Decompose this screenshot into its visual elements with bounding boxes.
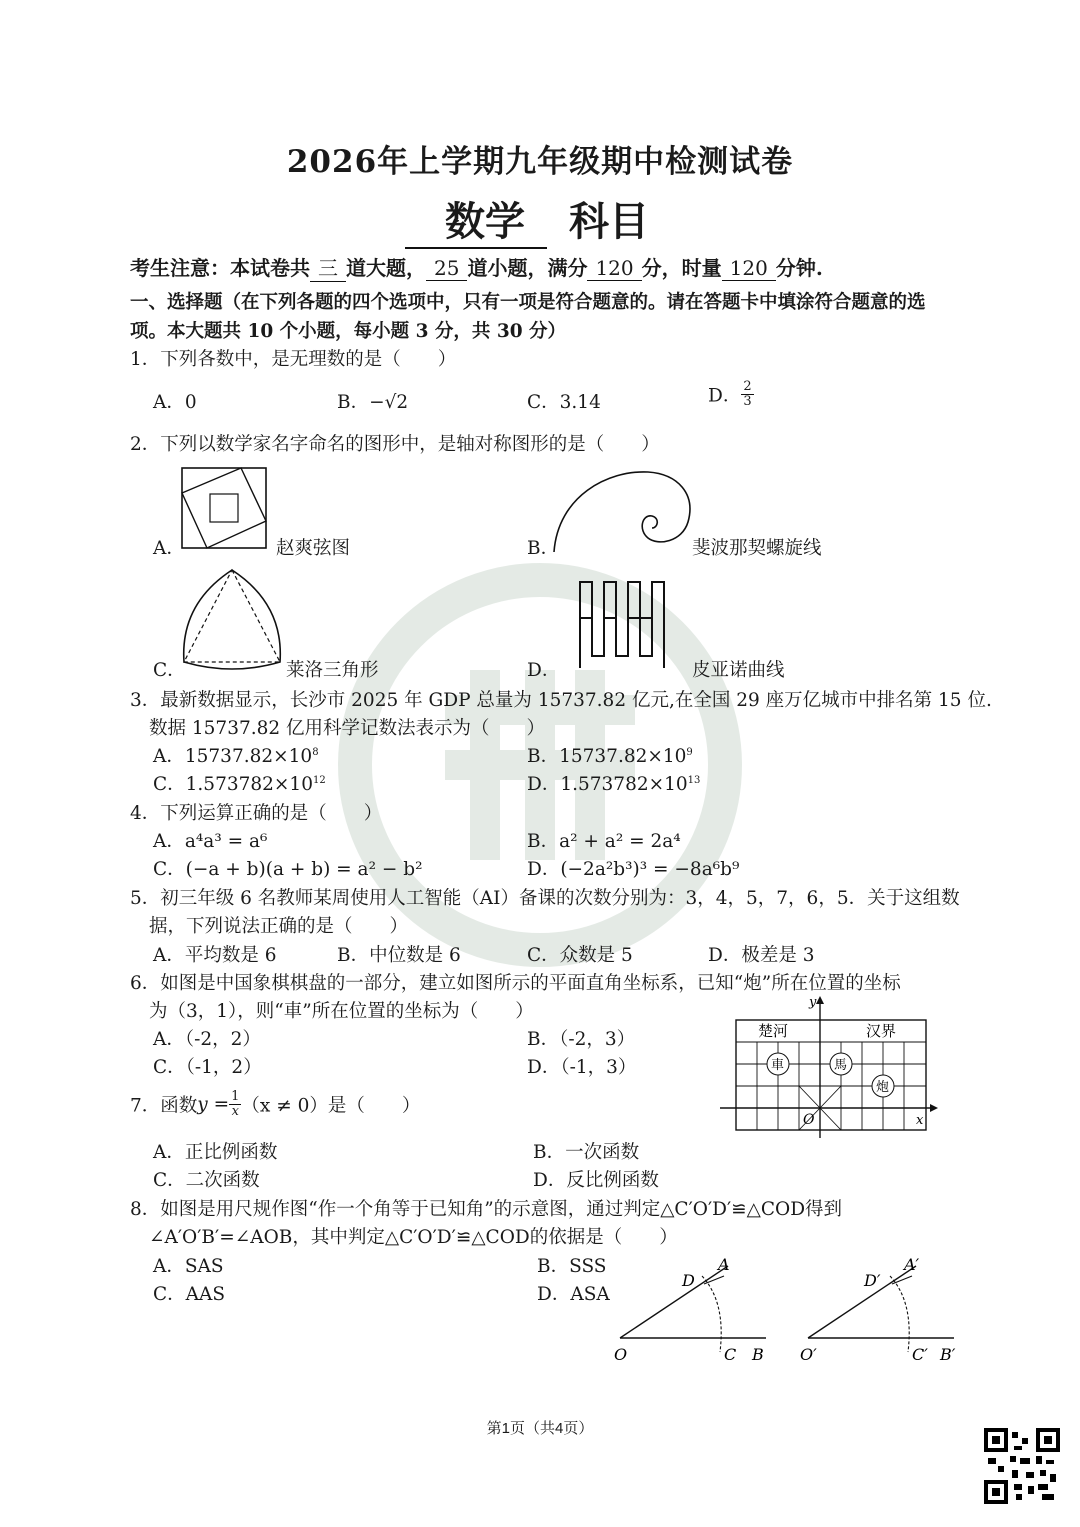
peano-curve-figure bbox=[576, 578, 672, 672]
q4-option-c: C．(−a + b)(a + b) = a² − b² bbox=[153, 859, 423, 880]
fig2-label-a: A′ bbox=[904, 1255, 920, 1274]
q5-option-c: C．众数是 5 bbox=[527, 945, 633, 966]
notice-mid1: 道大题， bbox=[346, 256, 426, 280]
subject-name: 数学 bbox=[405, 190, 547, 249]
fig2-label-b: B′ bbox=[940, 1345, 956, 1364]
q4-stem: 4．下列运算正确的是（ ） bbox=[130, 803, 383, 824]
q3-option-d: D．$1.573782\times 10^{13}$ bbox=[527, 774, 701, 795]
q1-option-c: C．3.14 bbox=[527, 392, 601, 413]
q4-option-a: A．a⁴a³ = a⁶ bbox=[153, 831, 268, 852]
q6-option-b: B．（-2，3） bbox=[527, 1029, 636, 1050]
subject-suffix: 科目 bbox=[569, 198, 649, 245]
q7-option-d: D．反比例函数 bbox=[533, 1170, 659, 1191]
q5-option-a: A．平均数是 6 bbox=[153, 945, 277, 966]
fig1-label-c: C bbox=[724, 1345, 737, 1364]
q5-option-b: B．中位数是 6 bbox=[337, 945, 461, 966]
qr-code-icon bbox=[984, 1428, 1060, 1504]
q6-option-d: D．（-1，3） bbox=[527, 1057, 637, 1078]
angle-figure-construction bbox=[794, 1252, 966, 1368]
fig2-label-o: O′ bbox=[800, 1345, 817, 1364]
fig1-label-o: O bbox=[614, 1345, 628, 1364]
notice-time: 120 bbox=[722, 256, 776, 281]
exam-notice bbox=[130, 252, 823, 282]
fig1-label-a: A bbox=[718, 1255, 730, 1274]
notice-score: 120 bbox=[587, 256, 641, 281]
q2-option-b-label: B． bbox=[527, 538, 560, 559]
q8-option-a: A．SAS bbox=[153, 1256, 224, 1277]
q6-stem-line2: 为（3，1），则“車”所在位置的坐标为（ ） bbox=[149, 1001, 534, 1022]
q2-option-c-label: C． bbox=[153, 660, 186, 681]
notice-mid2: 道小题，满分 bbox=[467, 256, 588, 280]
page-title: 2026年上学期九年级期中检测试卷 bbox=[286, 144, 794, 180]
subject-line bbox=[405, 190, 649, 249]
q2-option-d-label: D． bbox=[527, 660, 561, 681]
notice-mid3: 分，时量 bbox=[641, 256, 722, 280]
q2-option-c-name: 莱洛三角形 bbox=[286, 660, 379, 681]
q8-option-d: D．ASA bbox=[537, 1284, 610, 1305]
q3-stem-line1: 3．最新数据显示，长沙市 2025 年 GDP 总量为 15737.82 亿元,在全国 29 座万亿城市中排名第 15 位. bbox=[130, 690, 992, 711]
section1-line1: 一、选择题（在下列各题的四个选项中，只有一项是符合题意的。请在答题卡中填涂符合题意的选 bbox=[130, 292, 926, 313]
q3-option-c: C．$1.573782\times 10^{12}$ bbox=[153, 774, 326, 795]
q1-option-b: B．−√2 bbox=[337, 392, 409, 413]
q2-option-b-name: 斐波那契螺旋线 bbox=[692, 538, 822, 559]
q6-option-a: A．（-2，2） bbox=[153, 1029, 261, 1050]
board-label-chuhe: 楚河 bbox=[758, 1022, 789, 1040]
q8-stem-line1: 8．如图是用尺规作图“作一个角等于已知角”的示意图，通过判定△C′O′D′≌△COD得到 bbox=[130, 1199, 843, 1220]
angle-figure-original bbox=[606, 1252, 772, 1368]
piece-pao: 炮 bbox=[876, 1080, 890, 1095]
q6-option-c: C．（-1，2） bbox=[153, 1057, 262, 1078]
board-label-hanjie: 汉界 bbox=[866, 1022, 897, 1040]
q4-option-d: D．(−2a²b³)³ = −8a⁶b⁹ bbox=[527, 859, 740, 880]
q1-stem: 1．下列各数中，是无理数的是（ ） bbox=[130, 349, 457, 370]
fig2-label-c: C′ bbox=[912, 1345, 928, 1364]
q1-option-a: A．0 bbox=[153, 392, 197, 413]
q3-stem-line2: 数据 15737.82 亿用科学记数法表示为（ ） bbox=[149, 718, 546, 739]
board-axis-y: y bbox=[809, 995, 817, 1010]
q7-option-b: B．一次函数 bbox=[533, 1142, 640, 1163]
q2-option-a-name: 赵爽弦图 bbox=[276, 538, 351, 559]
q5-option-d: D．极差是 3 bbox=[708, 945, 815, 966]
zhao-shuang-figure bbox=[180, 466, 270, 550]
notice-prefix: 考生注意：本试卷共 bbox=[130, 256, 310, 280]
q6-stem-line1: 6．如图是中国象棋棋盘的一部分，建立如图所示的平面直角坐标系，已知“炮”所在位置的坐标 bbox=[130, 973, 901, 994]
board-axis-x: x bbox=[916, 1113, 924, 1128]
q7-option-c: C．二次函数 bbox=[153, 1170, 260, 1191]
section1-line2: 项。本大题共 10 个小题，每小题 3 分，共 30 分） bbox=[130, 321, 567, 342]
q8-option-c: C．AAS bbox=[153, 1284, 226, 1305]
q3-option-a: A．$15737.82\times 10^8$ bbox=[153, 746, 319, 767]
chess-board-figure bbox=[716, 990, 942, 1140]
q5-stem-line1: 5．初三年级 6 名教师某周使用人工智能（AI）备课的次数分别为：3，4，5，7，6，5．关于这组数 bbox=[130, 888, 960, 909]
q4-option-b: B．a² + a² = 2a⁴ bbox=[527, 831, 681, 852]
page-footer: 第1页（共4页） bbox=[486, 1420, 594, 1437]
fig2-label-d: D′ bbox=[864, 1271, 881, 1290]
q2-stem: 2．下列以数学家名字命名的图形中，是轴对称图形的是（ ） bbox=[130, 434, 660, 455]
q2-option-a-label: A． bbox=[153, 538, 185, 559]
q2-option-d-name: 皮亚诺曲线 bbox=[692, 660, 785, 681]
q8-option-b: B．SSS bbox=[537, 1256, 607, 1277]
fig1-label-b: B bbox=[752, 1345, 764, 1364]
notice-small-count: 25 bbox=[426, 256, 467, 281]
fig1-label-d: D bbox=[682, 1271, 695, 1290]
notice-big-count: 三 bbox=[310, 252, 346, 282]
q5-stem-line2: 据，下列说法正确的是（ ） bbox=[149, 916, 409, 937]
reuleaux-triangle-figure bbox=[176, 566, 288, 672]
q1-option-d: D． $\frac{2}{3}$ bbox=[708, 379, 752, 409]
q7-option-a: A．正比例函数 bbox=[153, 1142, 278, 1163]
q3-option-b: B．$15737.82\times 10^9$ bbox=[527, 746, 693, 767]
piece-ma: 馬 bbox=[834, 1058, 848, 1073]
board-origin: O bbox=[803, 1112, 815, 1128]
piece-che: 車 bbox=[771, 1058, 785, 1073]
q8-stem-line2: ∠A′O′B′=∠AOB，其中判定△C′O′D′≌△COD的依据是（ ） bbox=[149, 1227, 678, 1248]
notice-suffix: 分钟. bbox=[775, 256, 823, 280]
fibonacci-spiral-figure bbox=[548, 466, 698, 556]
q7-stem: 7．函数y = $\frac{1}{x}$ （x ≠ 0）是（ ） bbox=[130, 1089, 421, 1119]
